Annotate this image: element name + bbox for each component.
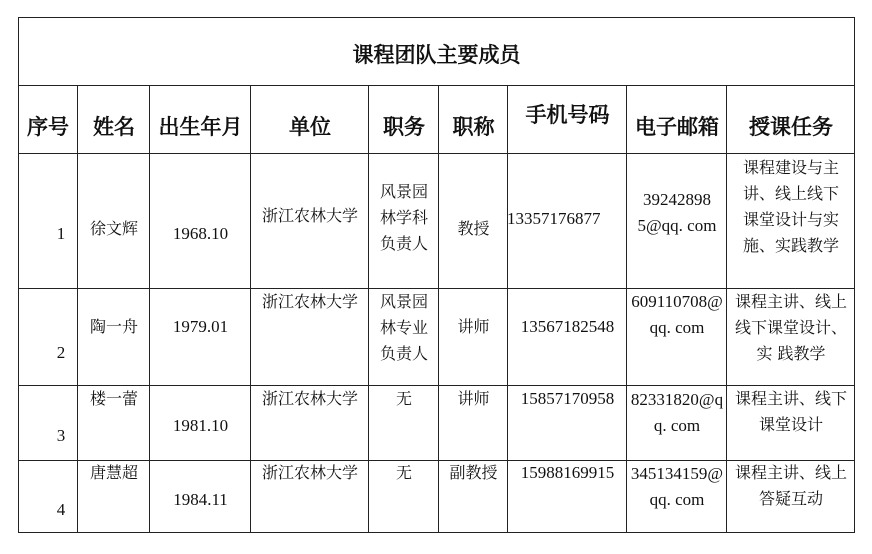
cell-post: 风景园 林学科 负责人 — [379, 182, 428, 253]
cell-no: 2 — [56, 343, 66, 362]
cell-email: 609110708@ qq. com — [631, 292, 723, 337]
cell-birth: 1979.01 — [172, 317, 229, 336]
cell-name: 徐文辉 — [89, 219, 138, 238]
cell-birth: 1984.11 — [173, 490, 228, 509]
cell-unit: 浙江农林大学 — [261, 463, 358, 482]
cell-post: 无 — [395, 463, 412, 482]
cell-task: 课程主讲、线下 课堂设计 — [734, 389, 847, 434]
cell-title: 讲师 — [457, 389, 490, 408]
cell-no: 3 — [56, 426, 66, 445]
cell-task: 课程主讲、线上 线下课堂设计、 实 践教学 — [734, 292, 847, 363]
cell-task: 课程建设与主 讲、线上线下 课堂设计与实 施、实践教学 — [742, 158, 839, 255]
cell-phone: 15988169915 — [520, 463, 615, 482]
header-no: 序号 — [27, 115, 69, 139]
cell-phone: 13357176877 — [507, 209, 601, 228]
cell-unit: 浙江农林大学 — [261, 206, 358, 225]
team-members-table — [18, 17, 855, 533]
cell-title: 副教授 — [449, 463, 498, 482]
cell-email: 82331820@q q. com — [630, 390, 724, 435]
header-email: 电子邮箱 — [635, 115, 719, 139]
cell-email: 39242898 5@qq. com — [637, 190, 717, 235]
header-name: 姓名 — [93, 115, 135, 139]
cell-task: 课程主讲、线上 答疑互动 — [734, 463, 847, 508]
header-task: 授课任务 — [749, 115, 833, 139]
cell-name: 楼一蕾 — [89, 389, 138, 408]
cell-post: 风景园 林专业 负责人 — [379, 292, 428, 363]
cell-email: 345134159@ qq. com — [630, 464, 724, 509]
cell-phone: 13567182548 — [520, 317, 615, 336]
cell-no: 4 — [56, 500, 66, 519]
cell-phone: 15857170958 — [520, 389, 615, 408]
cell-no: 1 — [56, 224, 66, 243]
header-birth: 出生年月 — [158, 115, 243, 139]
cell-name: 唐慧超 — [89, 463, 138, 482]
header-post: 职务 — [383, 115, 425, 139]
cell-birth: 1968.10 — [172, 224, 229, 243]
cell-name: 陶一舟 — [89, 317, 138, 336]
cell-post: 无 — [395, 389, 412, 408]
header-unit: 单位 — [289, 115, 331, 139]
cell-unit: 浙江农林大学 — [261, 292, 358, 311]
cell-unit: 浙江农林大学 — [261, 389, 358, 408]
cell-title: 讲师 — [457, 317, 490, 336]
table-title: 课程团队主要成员 — [352, 43, 521, 67]
header-title: 职称 — [452, 115, 495, 139]
header-phone: 手机号码 — [525, 103, 610, 127]
cell-title: 教授 — [457, 219, 490, 238]
cell-birth: 1981.10 — [172, 416, 229, 435]
